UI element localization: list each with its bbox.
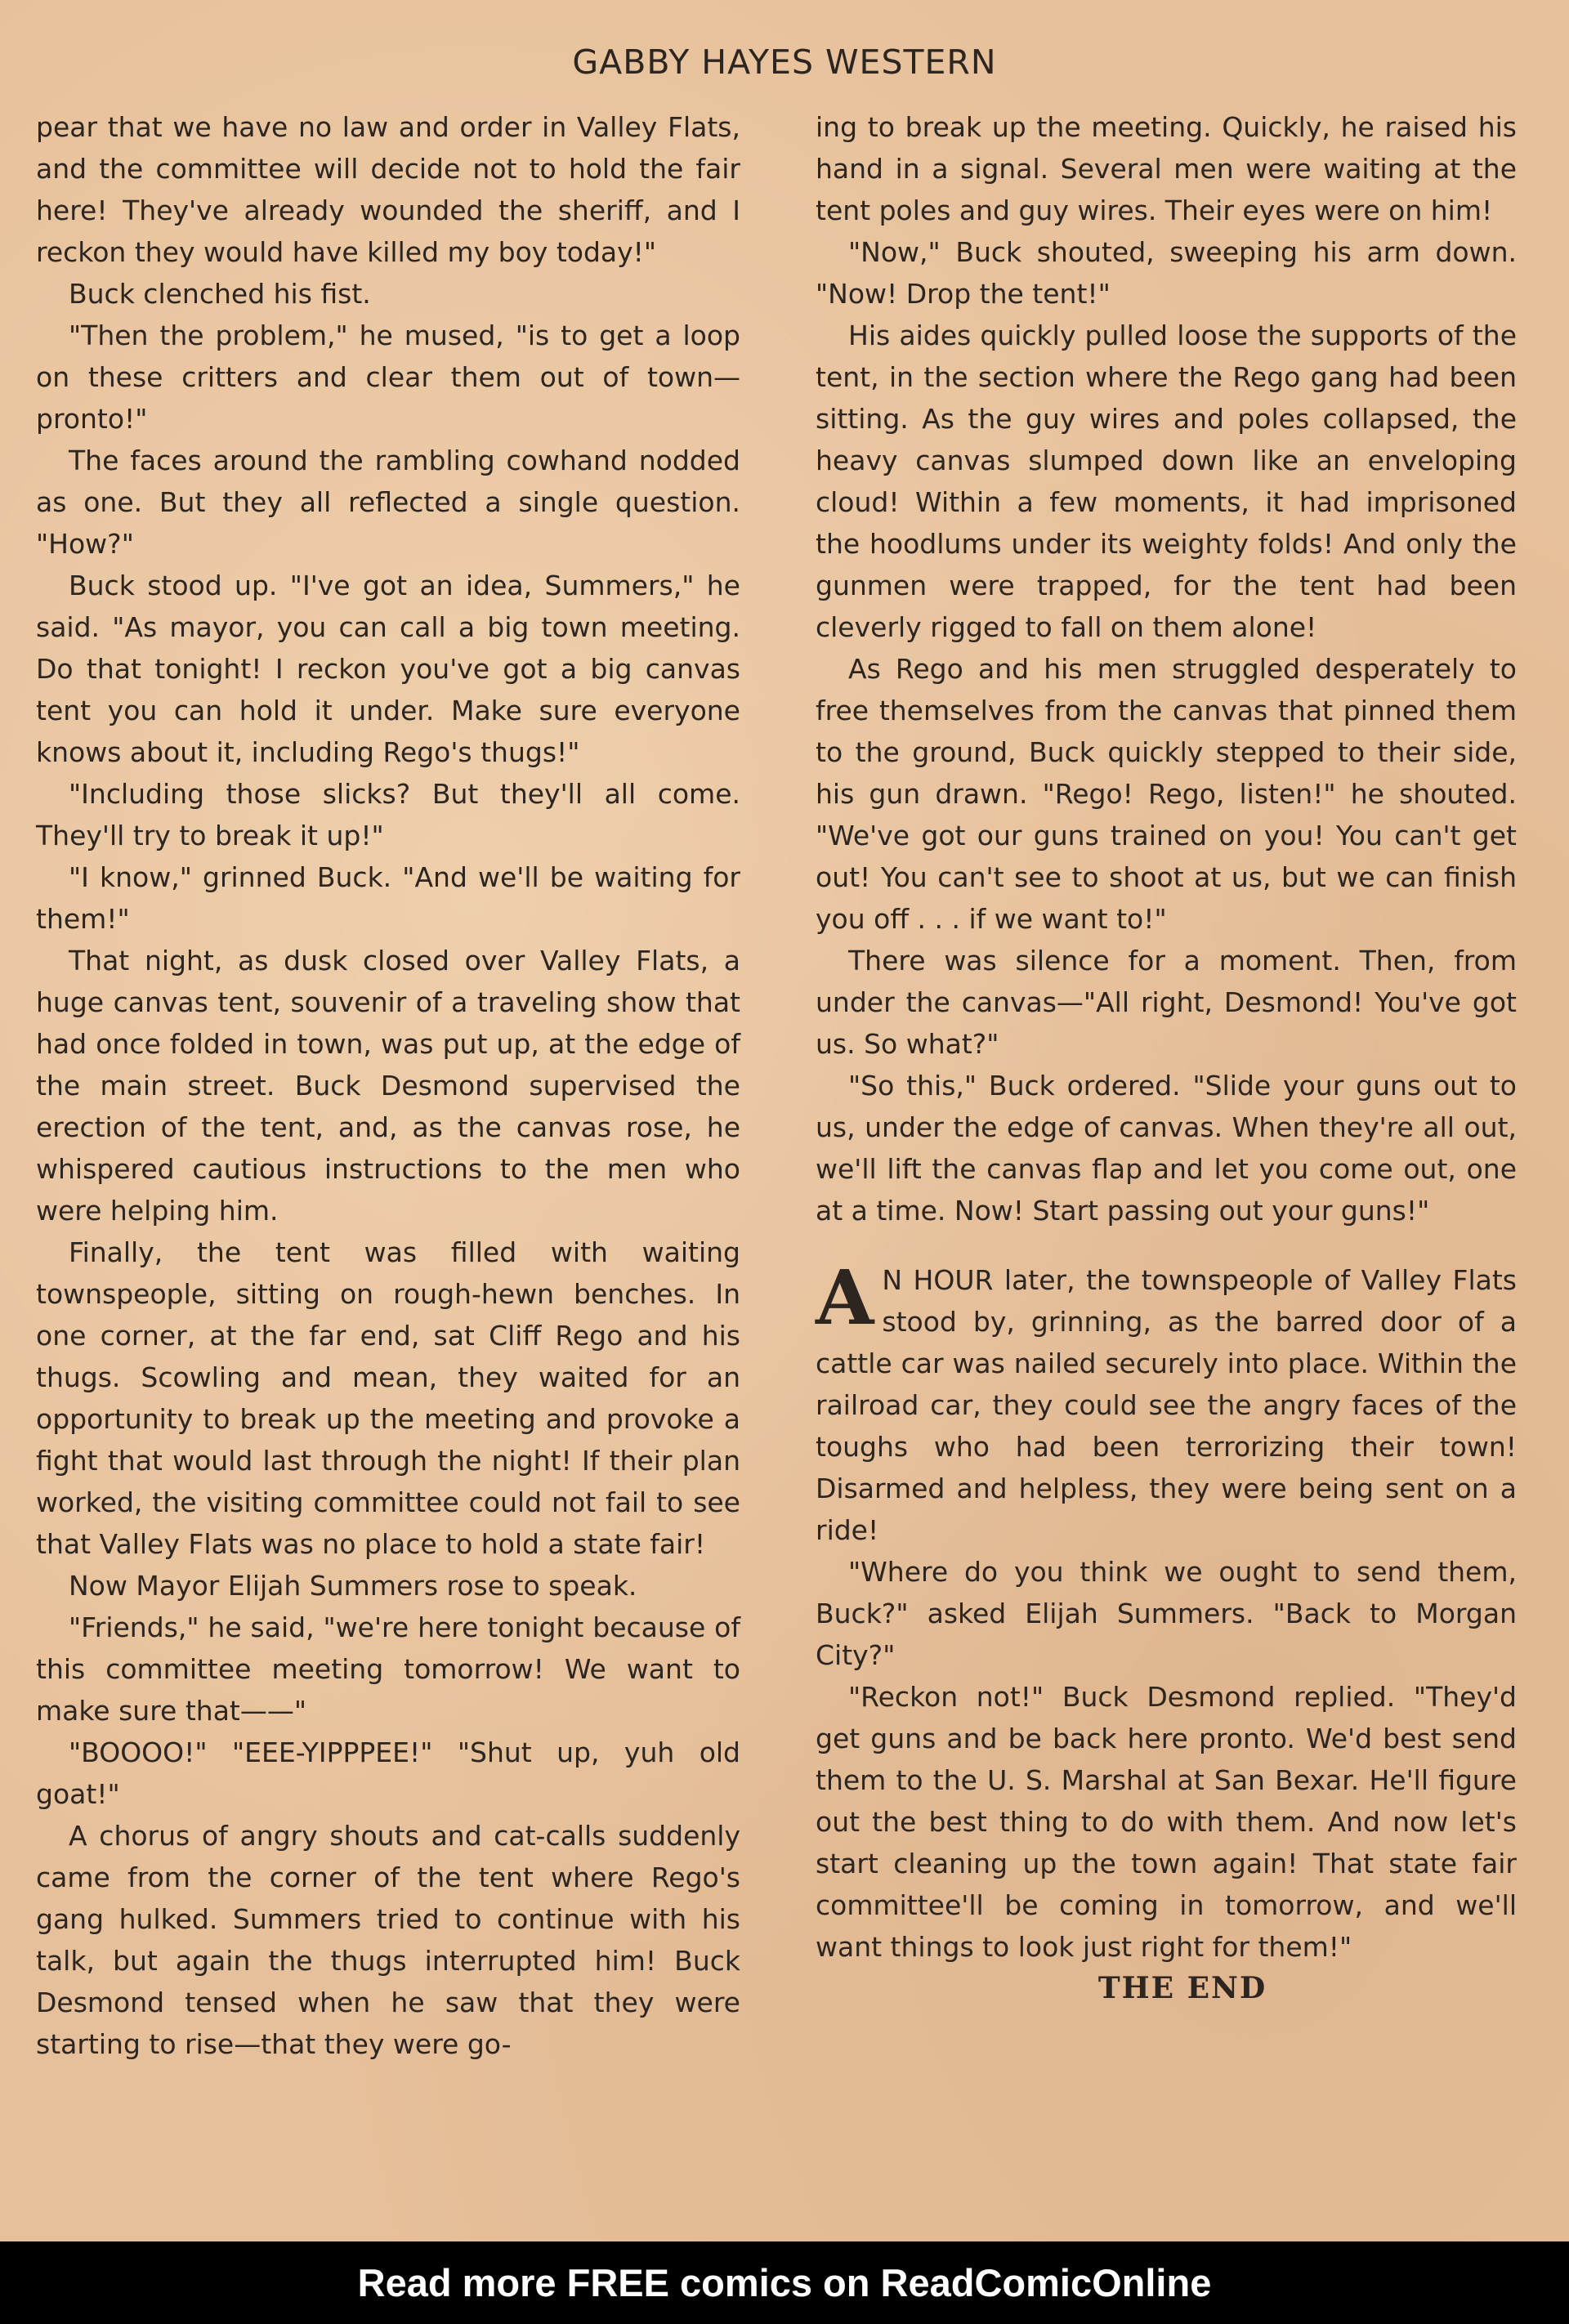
paragraph: "BOOOO!" "EEE-YIPPPEE!" "Shut up, yuh old goat!": [36, 1736, 740, 1810]
paragraph: Now Mayor Elijah Summers rose to speak.: [69, 1570, 637, 1602]
paragraph: "I know," grinned Buck. "And we'll be waiting for them!": [36, 861, 740, 935]
paragraph: Buck stood up. "I've got an idea, Summers," he said. "As mayor, you can call a big town meeting. Do that tonight! I reckon you've got a big canvas tent you can hold it under. Make sure everyone knows about it, including Rego's thugs!": [36, 570, 740, 768]
paragraph: Finally, the tent was filled with waiting townspeople, sitting on rough-hewn benches. In one corner, at the far end, sat Cliff Rego and his thugs. Scowling and mean, they waited for an opportunity to break up the meeting and provoke a fight that would last through the night! If their plan worked, the visiting committee could not fail to see that Valley Flats was no place to hold a state fair!: [36, 1236, 740, 1560]
paragraph: "Friends," he said, "we're here tonight because of this committee meeting tomorrow! We want to make sure that——": [36, 1611, 740, 1727]
right-column: [816, 106, 1517, 2009]
paragraph: The faces around the rambling cowhand nodded as one. But they all reflected a single question. "How?": [36, 445, 740, 560]
paragraph: There was silence for a moment. Then, from under the canvas—"All right, Desmond! You've got us. So what?": [816, 945, 1517, 1060]
paragraph: ing to break up the meeting. Quickly, he raised his hand in a signal. Several men were waiting at the tent poles and guy wires. Their eyes were on him!: [816, 111, 1517, 226]
section-break: [816, 1254, 1517, 1551]
paragraph: "Including those slicks? But they'll all come. They'll try to break it up!": [36, 778, 740, 851]
paragraph: N HOUR later, the townspeople of Valley Flats stood by, grinning, as the barred door of a cattle car was nailed securely into place. Within the railroad car, they could see the angry faces of the toughs who had been terrorizing their town! Disarmed and helpless, they were being sent on a ride!: [816, 1264, 1517, 1546]
paragraph: As Rego and his men struggled desperately to free themselves from the canvas that pinned them to the ground, Buck quickly stepped to their side, his gun drawn. "Rego! Rego, listen!" he shouted. "We've got our guns trained on you! You can't get out! You can't see to shoot at us, but we can finish you off . . . if we want to!": [816, 653, 1517, 935]
paragraph: That night, as dusk closed over Valley Flats, a huge canvas tent, souvenir of a traveling show that had once folded in town, was put up, at the edge of the main street. Buck Desmond supervised the erection of the tent, and, as the canvas rose, he whispered cautious instructions to the men who were helping him.: [36, 945, 740, 1227]
footer-banner[interactable]: Read more FREE comics on ReadComicOnline: [0, 2241, 1569, 2324]
the-end: THE END: [1097, 1971, 1267, 2005]
paragraph: "Now," Buck shouted, sweeping his arm down. "Now! Drop the tent!": [816, 236, 1517, 310]
paragraph: "Then the problem," he mused, "is to get a loop on these critters and clear them out of town—pronto!": [36, 320, 740, 435]
paragraph: Buck clenched his fist.: [69, 278, 371, 310]
paragraph: pear that we have no law and order in Valley Flats, and the committee will decide not to hold the fair here! They've already wounded the sheriff, and I reckon they would have killed my boy today!": [36, 111, 740, 268]
paragraph: A chorus of angry shouts and cat-calls suddenly came from the corner of the tent where Rego's gang hulked. Summers tried to continue with his talk, but again the thugs interrupted him! Buck Desmond tensed when he saw that they were starting to rise—that they were go-: [36, 1820, 740, 2060]
paragraph: His aides quickly pulled loose the supports of the tent, in the section where the Rego gang had been sitting. As the guy wires and poles collapsed, the heavy canvas slumped down like an enveloping cloud! Within a few moments, it had imprisoned the hoodlums under its weighty folds! And only the gunmen were trapped, for the tent had been cleverly rigged to fall on them alone!: [816, 320, 1517, 643]
left-column: [36, 106, 740, 2065]
paragraph: "Where do you think we ought to send them, Buck?" asked Elijah Summers. "Back to Morgan City?": [816, 1556, 1517, 1671]
paragraph: "Reckon not!" Buck Desmond replied. "They'd get guns and be back here pronto. We'd best send them to the U. S. Marshal at San Bexar. He'll figure out the best thing to do with them. And now let's start cleaning up the town again! That state fair committee'll be coming in tomorrow, and we'll want things to look just right for them!": [816, 1681, 1517, 1963]
paragraph: "So this," Buck ordered. "Slide your guns out to us, under the edge of canvas. When they're all out, we'll lift the canvas flap and let you come out, one at a time. Now! Start passing out your guns!": [816, 1070, 1517, 1227]
running-title: GABBY HAYES WESTERN: [572, 42, 997, 82]
drop-cap: A: [816, 1254, 874, 1342]
